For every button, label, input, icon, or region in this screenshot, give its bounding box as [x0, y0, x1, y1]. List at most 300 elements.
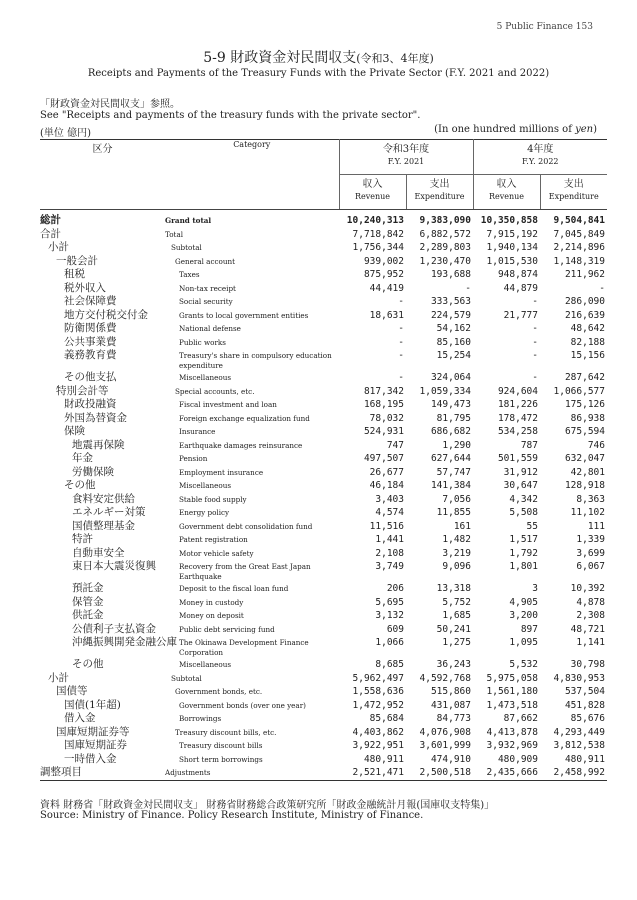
- header-expenditure-jp-2021: 支出: [406, 175, 473, 193]
- cell-expenditure-2021: 2,500,518: [419, 767, 471, 778]
- table-row: [40, 685, 607, 699]
- cell-revenue-2021: 497,507: [363, 453, 404, 464]
- table-row: [40, 658, 607, 672]
- row-label-en: Treasury's share in compulsory education expenditure: [179, 351, 332, 370]
- cell-expenditure-2022: 15,156: [570, 350, 605, 361]
- cell-expenditure-2021: 1,290: [442, 439, 471, 451]
- cell-revenue-2021: 1,472,952: [352, 699, 404, 711]
- table-row: [40, 712, 607, 726]
- row-label-en: Deposit to the fiscal loan fund: [179, 584, 289, 593]
- header-revenue-en-2022: Revenue: [473, 192, 540, 210]
- cell-expenditure-2022: 537,504: [564, 686, 605, 697]
- row-label-jp: 合計: [40, 227, 61, 240]
- row-label-jp: 義務教育費: [64, 349, 117, 361]
- cell-revenue-2022: 1,015,530: [486, 255, 538, 267]
- cell-expenditure-2022: 675,594: [564, 426, 605, 437]
- cell-revenue-2021: 2,108: [375, 547, 404, 559]
- row-label-en: Government bonds, etc.: [175, 687, 263, 696]
- cell-expenditure-2022: 111: [587, 520, 605, 532]
- cell-revenue-2021: 5,962,497: [352, 672, 404, 684]
- cell-expenditure-2022: 480,911: [564, 753, 605, 765]
- cell-revenue-2022: 948,874: [497, 269, 538, 280]
- cell-revenue-2021: -: [398, 296, 404, 307]
- row-label-jp: 財政投融資: [64, 398, 117, 410]
- cell-expenditure-2021: 1,230,470: [419, 255, 471, 267]
- cell-expenditure-2022: 3,812,538: [553, 740, 605, 751]
- row-label-en: Subtotal: [171, 243, 202, 252]
- cell-revenue-2021: 26,677: [369, 466, 404, 478]
- cell-expenditure-2022: 85,676: [570, 713, 605, 724]
- cell-expenditure-2021: 149,473: [430, 399, 471, 410]
- table-row: [40, 241, 607, 255]
- cell-expenditure-2021: 2,289,803: [419, 242, 471, 253]
- row-label-jp: 国庫短期証券: [64, 739, 127, 751]
- cell-expenditure-2022: 3,699: [576, 547, 605, 559]
- cell-expenditure-2022: 1,339: [576, 534, 605, 545]
- row-label-en: National defense: [179, 324, 241, 333]
- row-label-en: Insurance: [179, 427, 216, 436]
- cell-revenue-2021: 11,516: [369, 520, 404, 532]
- cell-expenditure-2021: 85,160: [436, 336, 471, 348]
- cell-revenue-2022: 5,975,058: [486, 672, 538, 684]
- cell-expenditure-2021: 9,096: [442, 561, 471, 572]
- table-row: [40, 412, 607, 426]
- cell-expenditure-2022: 6,067: [576, 561, 605, 572]
- cell-revenue-2022: 5,532: [509, 659, 538, 670]
- cell-revenue-2021: 85,684: [369, 713, 404, 724]
- cell-expenditure-2022: 9,504,841: [553, 215, 605, 226]
- table-row: [40, 582, 607, 596]
- cell-expenditure-2021: 1,275: [442, 637, 471, 648]
- cell-revenue-2022: 87,662: [503, 713, 538, 724]
- cell-revenue-2021: 78,032: [369, 412, 404, 424]
- row-label-jp: 特別会計等: [56, 384, 109, 397]
- cell-revenue-2022: 30,647: [503, 480, 538, 491]
- cell-revenue-2022: 3,200: [509, 610, 538, 621]
- page-title-main: 5-9 財政資金対民間収支: [203, 50, 357, 66]
- header-revenue-en-2021: Revenue: [339, 192, 406, 210]
- row-label-en: Employment insurance: [179, 467, 264, 477]
- cell-revenue-2022: 897: [520, 623, 538, 635]
- row-label-jp: 預託金: [72, 582, 104, 594]
- row-label-en: Social security: [179, 297, 233, 306]
- cell-expenditure-2022: 1,066,577: [553, 385, 605, 397]
- row-label-jp: 小計: [48, 671, 69, 684]
- row-label-en: Miscellaneous: [179, 373, 232, 382]
- table-row: [40, 506, 607, 520]
- cell-revenue-2021: 8,685: [375, 659, 404, 670]
- table-row: [40, 255, 607, 269]
- table-row: [40, 739, 607, 753]
- cell-expenditure-2021: 515,860: [430, 686, 471, 697]
- cell-revenue-2022: 480,909: [497, 753, 538, 765]
- cell-revenue-2022: 4,905: [509, 596, 538, 608]
- cell-revenue-2021: 1,441: [375, 534, 404, 545]
- cell-revenue-2022: 1,940,134: [486, 242, 538, 253]
- row-label-jp: 労働保険: [72, 465, 114, 478]
- row-label-en: Pension: [179, 454, 208, 463]
- row-label-en: Borrowings: [179, 714, 222, 723]
- row-label-en: Government bonds (over one year): [179, 700, 306, 710]
- cell-revenue-2021: 168,195: [363, 399, 404, 410]
- row-label-jp: 調整項目: [40, 766, 82, 778]
- row-label-jp: その他支払: [64, 371, 117, 383]
- row-label-jp: 国債(1年超): [64, 698, 121, 711]
- row-label-jp: エネルギー対策: [72, 506, 146, 518]
- row-label-jp: 供託金: [72, 609, 104, 621]
- table-row: [40, 699, 607, 713]
- row-label-en: Fiscal investment and loan: [179, 400, 277, 409]
- row-label-en: Energy policy: [179, 508, 230, 517]
- row-label-jp: 一般会計: [56, 254, 98, 267]
- page-title: [0, 47, 637, 67]
- cell-revenue-2022: -: [532, 372, 538, 383]
- cell-revenue-2021: 2,521,471: [352, 767, 404, 778]
- row-label-en: General account: [175, 256, 235, 266]
- cell-expenditure-2021: 84,773: [436, 713, 471, 724]
- cell-revenue-2021: 524,931: [363, 426, 404, 437]
- reference-note-en: See "Receipts and payments of the treasury funds with the private sector".: [40, 110, 421, 121]
- cell-revenue-2021: 4,574: [375, 507, 404, 518]
- cell-expenditure-2022: -: [599, 282, 605, 294]
- cell-expenditure-2021: 161: [453, 520, 471, 532]
- row-label-en: Adjustments: [165, 768, 211, 777]
- header-expenditure-en-2022: Expenditure: [540, 192, 607, 210]
- cell-expenditure-2022: 286,090: [564, 296, 605, 307]
- cell-revenue-2022: 7,915,192: [486, 228, 538, 240]
- cell-revenue-2021: 939,002: [363, 255, 404, 267]
- cell-expenditure-2021: 1,685: [442, 610, 471, 621]
- cell-expenditure-2021: 5,752: [442, 596, 471, 608]
- cell-revenue-2022: -: [532, 336, 538, 348]
- table-row: [40, 636, 607, 658]
- unit-en-prefix: (In one hundred millions of: [434, 124, 576, 135]
- row-label-en: Public debt servicing fund: [179, 624, 275, 634]
- cell-revenue-2022: 1,792: [509, 547, 538, 559]
- row-label-jp: 公共事業費: [64, 335, 117, 348]
- cell-revenue-2021: 44,419: [369, 282, 404, 294]
- row-label-jp: 地方交付税交付金: [64, 308, 148, 321]
- row-label-en: Total: [165, 229, 184, 239]
- table-row: [40, 479, 607, 493]
- cell-revenue-2022: 924,604: [497, 385, 538, 397]
- row-label-jp: 年金: [72, 452, 93, 464]
- row-label-en: Grants to local government entities: [179, 310, 309, 320]
- cell-revenue-2021: 18,631: [369, 309, 404, 321]
- row-label-jp: 保険: [64, 425, 85, 437]
- cell-expenditure-2022: 451,828: [564, 699, 605, 711]
- cell-expenditure-2022: 216,639: [564, 309, 605, 321]
- cell-expenditure-2022: 11,102: [570, 507, 605, 518]
- cell-expenditure-2021: 81,795: [436, 412, 471, 424]
- row-label-en: Taxes: [179, 270, 200, 279]
- cell-expenditure-2021: 474,910: [430, 753, 471, 765]
- table-row: [40, 452, 607, 466]
- row-label-en: Miscellaneous: [179, 481, 232, 490]
- cell-expenditure-2021: 7,056: [442, 493, 471, 505]
- cell-revenue-2022: 1,517: [509, 534, 538, 545]
- cell-expenditure-2022: 48,721: [570, 623, 605, 635]
- source-note-jp: 資料 財務省「財政資金対民間収支」 財務省財務総合政策研究所「財政金融統計月報(国庫収支特集)」: [40, 800, 495, 811]
- row-label-jp: その他: [72, 658, 104, 670]
- cell-expenditure-2021: 431,087: [430, 699, 471, 711]
- header-revenue-jp-2021: 収入: [339, 175, 406, 193]
- cell-expenditure-2022: 746: [587, 439, 605, 451]
- cell-expenditure-2022: 30,798: [570, 659, 605, 670]
- table-row: [40, 295, 607, 309]
- header-expenditure-en-2021: Expenditure: [406, 192, 473, 210]
- cell-revenue-2021: -: [398, 350, 404, 361]
- cell-revenue-2022: 55: [526, 520, 538, 532]
- unit-en-suffix: ): [593, 124, 597, 135]
- cell-expenditure-2022: 128,918: [564, 480, 605, 491]
- header-fy2021-jp: 令和3年度: [339, 140, 473, 158]
- cell-revenue-2021: 1,066: [375, 637, 404, 648]
- cell-expenditure-2022: 632,047: [564, 453, 605, 464]
- cell-expenditure-2022: 211,962: [564, 269, 605, 280]
- page-title-sub: (令和3、4年度): [356, 52, 434, 65]
- row-label-jp: 国債等: [56, 685, 88, 697]
- cell-expenditure-2022: 8,363: [576, 493, 605, 505]
- row-label-en: Money on deposit: [179, 611, 244, 620]
- cell-revenue-2022: 44,879: [503, 282, 538, 294]
- table-row: [40, 609, 607, 623]
- row-label-jp: 東日本大震災復興: [72, 560, 156, 572]
- cell-expenditure-2021: 686,682: [430, 426, 471, 437]
- page-title-en: Receipts and Payments of the Treasury Funds with the Private Sector (F.Y. 2021 and 2022): [87, 68, 550, 79]
- cell-expenditure-2022: 82,188: [570, 336, 605, 348]
- table-row: [40, 533, 607, 547]
- cell-revenue-2021: 875,952: [363, 269, 404, 280]
- cell-expenditure-2021: 324,064: [430, 372, 471, 383]
- cell-expenditure-2022: 1,148,319: [553, 255, 605, 267]
- cell-expenditure-2021: 50,241: [436, 623, 471, 635]
- table-row: [40, 560, 607, 582]
- table-row: [40, 766, 607, 780]
- row-label-jp: 国庫短期証券等: [56, 725, 130, 738]
- row-label-jp: 地震再保険: [72, 438, 125, 451]
- row-label-en: Foreign exchange equalization fund: [179, 413, 310, 423]
- row-label-jp: 外国為替資金: [64, 411, 127, 424]
- row-label-jp: 税外収入: [64, 281, 106, 294]
- cell-expenditure-2021: 4,592,768: [419, 672, 471, 684]
- cell-revenue-2021: 609: [386, 623, 404, 635]
- row-label-jp: 食料安定供給: [72, 492, 135, 505]
- cell-revenue-2021: 3,749: [375, 561, 404, 572]
- cell-expenditure-2021: 3,601,999: [419, 740, 471, 751]
- unit-label-en: [434, 124, 597, 135]
- table-row: [40, 349, 607, 371]
- table-row: [40, 520, 607, 534]
- unit-en-yen: yen: [575, 124, 594, 135]
- cell-revenue-2022: 31,912: [503, 466, 538, 478]
- cell-revenue-2022: 1,095: [509, 637, 538, 648]
- cell-revenue-2021: 747: [386, 439, 404, 451]
- table-row: [40, 398, 607, 412]
- row-label-jp: 保管金: [72, 595, 104, 608]
- row-label-en: Stable food supply: [179, 494, 247, 504]
- row-label-en: Recovery from the Great East Japan Earthquake: [179, 562, 311, 581]
- cell-expenditure-2021: 3,219: [442, 547, 471, 559]
- cell-revenue-2021: -: [398, 323, 404, 334]
- row-label-en: Patent registration: [179, 535, 248, 544]
- cell-revenue-2022: 1,473,518: [486, 699, 538, 711]
- cell-expenditure-2022: 10,392: [570, 583, 605, 594]
- row-label-en: Earthquake damages reinsurance: [179, 440, 303, 450]
- page-header: 5 Public Finance 153: [496, 22, 593, 32]
- cell-expenditure-2022: 42,801: [570, 466, 605, 478]
- cell-expenditure-2021: 57,747: [436, 466, 471, 478]
- table-row: [40, 623, 607, 637]
- cell-expenditure-2021: 54,162: [436, 323, 471, 334]
- row-label-jp: 総計: [40, 214, 61, 226]
- cell-expenditure-2022: 2,214,896: [553, 242, 605, 253]
- row-label-en: Public works: [179, 337, 226, 347]
- cell-revenue-2022: -: [532, 350, 538, 361]
- header-revenue-jp-2022: 収入: [473, 175, 540, 193]
- cell-revenue-2021: 3,403: [375, 493, 404, 505]
- reference-note-jp: 「財政資金対民間収支」参照。: [40, 99, 180, 110]
- cell-expenditure-2021: 141,384: [430, 480, 471, 491]
- table-row: [40, 336, 607, 350]
- row-label-jp: 自動車安全: [72, 546, 125, 559]
- row-label-en: Motor vehicle safety: [179, 548, 254, 558]
- cell-revenue-2021: 10,240,313: [346, 215, 404, 226]
- row-label-jp: 一時借入金: [64, 752, 117, 765]
- cell-revenue-2021: 46,184: [369, 480, 404, 491]
- table-row: [40, 547, 607, 561]
- cell-revenue-2022: 3: [532, 583, 538, 594]
- table-row: [40, 439, 607, 453]
- row-label-jp: 特許: [72, 533, 93, 545]
- header-item-en: Category: [165, 140, 339, 210]
- row-label-en: Subtotal: [171, 673, 202, 683]
- table-row: [40, 726, 607, 740]
- cell-revenue-2021: 3,132: [375, 610, 404, 621]
- cell-revenue-2021: 1,558,636: [352, 686, 404, 697]
- data-table: [40, 139, 607, 781]
- cell-revenue-2021: 7,718,842: [352, 228, 404, 240]
- cell-revenue-2022: 178,472: [497, 412, 538, 424]
- row-label-en: Treasury discount bills, etc.: [175, 727, 277, 737]
- row-label-jp: その他: [64, 479, 96, 491]
- row-label-jp: 国債整理基金: [72, 519, 135, 532]
- table-row: [40, 322, 607, 336]
- row-label-en: Short term borrowings: [179, 754, 263, 764]
- row-label-jp: 社会保障費: [64, 295, 117, 307]
- row-label-jp: 小計: [48, 241, 69, 253]
- cell-expenditure-2021: 36,243: [436, 659, 471, 670]
- cell-expenditure-2021: 224,579: [430, 309, 471, 321]
- cell-expenditure-2022: 4,830,953: [553, 672, 605, 684]
- table-row: [40, 282, 607, 296]
- cell-expenditure-2022: 2,308: [576, 610, 605, 621]
- header-fy2022-jp: 4年度: [473, 140, 607, 158]
- cell-expenditure-2021: 13,318: [436, 583, 471, 594]
- cell-revenue-2021: 480,911: [363, 753, 404, 765]
- cell-revenue-2021: 817,342: [363, 385, 404, 397]
- cell-expenditure-2022: 1,141: [576, 637, 605, 648]
- row-label-jp: 沖縄振興開発金融公庫: [72, 636, 177, 648]
- row-label-en: Treasury discount bills: [179, 741, 263, 750]
- cell-revenue-2022: 534,258: [497, 426, 538, 437]
- cell-expenditure-2021: 193,688: [430, 269, 471, 280]
- cell-expenditure-2021: 15,254: [436, 350, 471, 361]
- cell-revenue-2022: 787: [520, 439, 538, 451]
- table-row: [40, 493, 607, 507]
- cell-revenue-2022: 4,413,878: [486, 726, 538, 738]
- cell-revenue-2022: 1,801: [509, 561, 538, 572]
- cell-revenue-2021: -: [398, 372, 404, 383]
- cell-revenue-2022: 10,350,858: [480, 215, 538, 226]
- header-fy2022-en: F.Y. 2022: [473, 157, 607, 175]
- cell-revenue-2021: -: [398, 336, 404, 348]
- table-row: [40, 228, 607, 242]
- table-row: [40, 466, 607, 480]
- cell-revenue-2022: 1,561,180: [486, 686, 538, 697]
- row-label-en: Government debt consolidation fund: [179, 521, 313, 531]
- header-item-jp: 区分: [40, 140, 165, 210]
- header-fy2021-en: F.Y. 2021: [339, 157, 473, 175]
- table-body: [40, 210, 607, 781]
- row-label-jp: 借入金: [64, 712, 96, 724]
- table-row: [40, 596, 607, 610]
- cell-revenue-2022: 5,508: [509, 507, 538, 518]
- cell-revenue-2021: 3,922,951: [352, 740, 404, 751]
- cell-revenue-2021: 5,695: [375, 596, 404, 608]
- cell-revenue-2022: 2,435,666: [486, 767, 538, 778]
- cell-expenditure-2021: -: [465, 282, 471, 294]
- table-row: [40, 309, 607, 323]
- cell-revenue-2021: 1,756,344: [352, 242, 404, 253]
- cell-expenditure-2021: 4,076,908: [419, 726, 471, 738]
- row-label-jp: 公債利子支払資金: [72, 622, 156, 635]
- row-label-jp: 防衛関係費: [64, 322, 117, 334]
- row-label-jp: 租税: [64, 268, 85, 280]
- cell-revenue-2022: 501,559: [497, 453, 538, 464]
- cell-expenditure-2022: 287,642: [564, 372, 605, 383]
- table-row: [40, 385, 607, 399]
- cell-expenditure-2021: 1,059,334: [419, 385, 471, 397]
- cell-expenditure-2021: 1,482: [442, 534, 471, 545]
- table-row: [40, 753, 607, 767]
- table-row: [40, 425, 607, 439]
- cell-revenue-2021: 4,403,862: [352, 726, 404, 738]
- source-note-en: Source: Ministry of Finance. Policy Research Institute, Ministry of Finance.: [40, 810, 424, 821]
- row-label-en: Money in custody: [179, 597, 244, 607]
- cell-expenditure-2022: 86,938: [570, 412, 605, 424]
- cell-expenditure-2021: 6,882,572: [419, 228, 471, 240]
- table-row: [40, 268, 607, 282]
- table-row: [40, 214, 607, 228]
- row-label-en: Special accounts, etc.: [175, 386, 255, 396]
- cell-revenue-2022: 21,777: [503, 309, 538, 321]
- row-label-en: The Okinawa Development Finance Corporation: [179, 638, 309, 657]
- cell-expenditure-2022: 4,293,449: [553, 726, 605, 738]
- cell-expenditure-2021: 333,563: [430, 296, 471, 307]
- cell-expenditure-2022: 48,642: [570, 323, 605, 334]
- cell-expenditure-2022: 4,878: [576, 596, 605, 608]
- cell-expenditure-2021: 627,644: [430, 453, 471, 464]
- cell-revenue-2021: 206: [386, 583, 404, 594]
- cell-expenditure-2022: 2,458,992: [553, 767, 605, 778]
- cell-expenditure-2021: 9,383,090: [419, 215, 471, 226]
- cell-expenditure-2022: 7,045,849: [553, 228, 605, 240]
- header-expenditure-jp-2022: 支出: [540, 175, 607, 193]
- table-row: [40, 371, 607, 385]
- cell-revenue-2022: 4,342: [509, 493, 538, 505]
- row-label-en: Non-tax receipt: [179, 283, 236, 293]
